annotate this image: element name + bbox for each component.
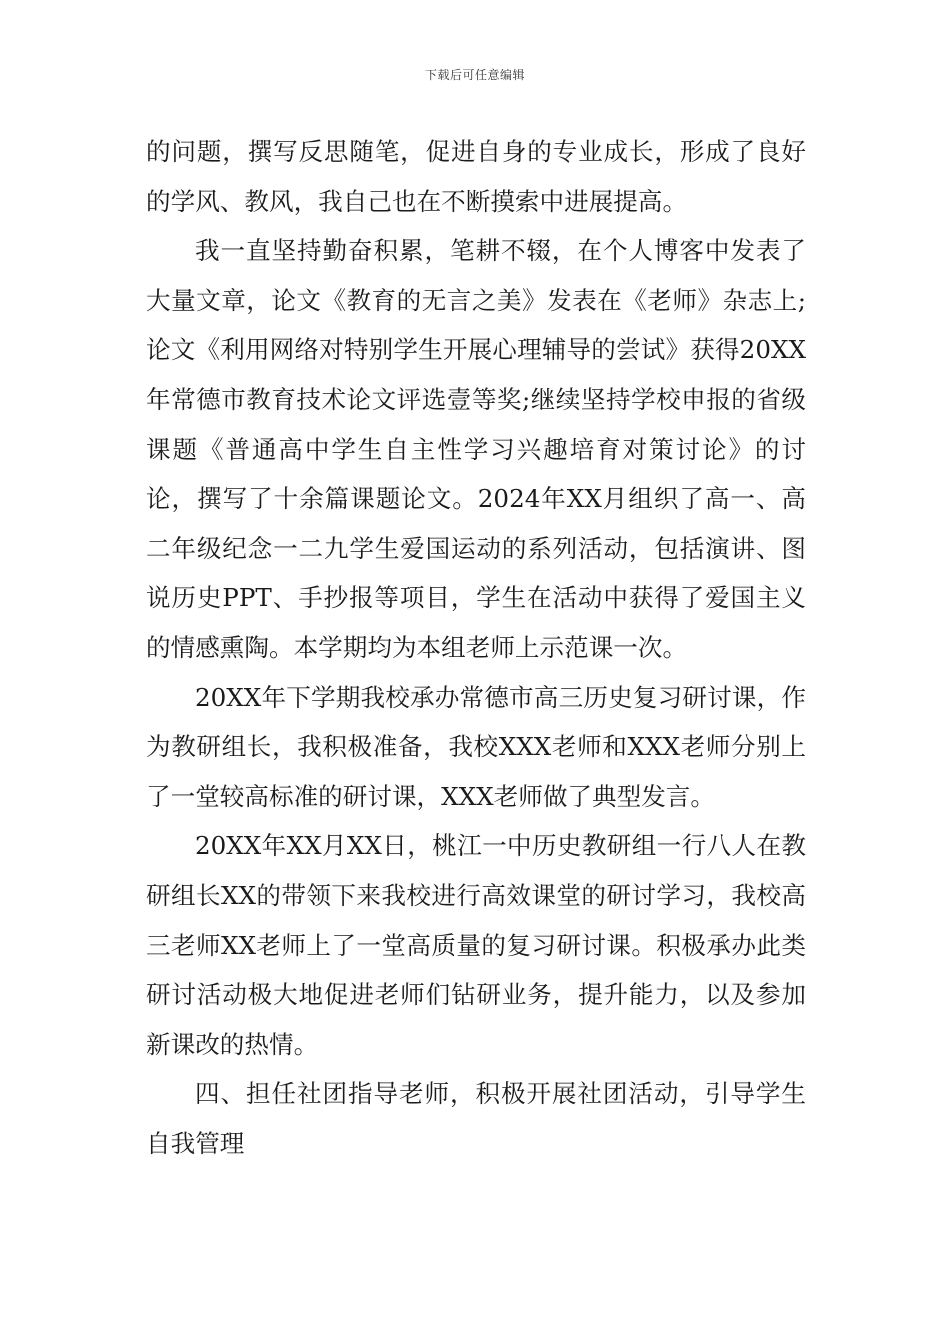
header-note: 下载后可任意编辑 <box>424 68 525 82</box>
paragraph-continuation: 的问题，撰写反思随笔，促进自身的专业成长，形成了良好的学风、教风，我自己也在不断摸索中进展提高。 <box>146 137 806 216</box>
paragraph-visit-exchange: 20XX年XX月XX日，桃江一中历史教研组一行八人在教研组长XX的带领下来我校进行高效课堂的研讨学习，我校高三老师XX老师上了一堂高质量的复习研讨课。积极承办此类研讨活动极大地促进老师们钻研业务，提升能力，以及参加新课改的热情。 <box>146 831 806 1059</box>
paragraph-publications: 我一直坚持勤奋积累，笔耕不辍，在个人博客中发表了大量文章，论文《教育的无言之美》发表在《老师》杂志上;论文《利用网络对特别学生开展心理辅导的尝试》获得20XX年常德市教育技术论文评选壹等奖;继续坚持学校申报的省级课题《普通高中学生自主性学习兴趣培育对策讨论》的讨论，撰写了十余篇课题论文。2024年XX月组织了高一、高二年级纪念一二九学生爱国运动的系列活动，包括演讲、图说历史PPT、手抄报等项目，学生在活动中获得了爱国主义的情感熏陶。本学期均为本组老师上示范课一次。 <box>146 236 806 662</box>
paragraph-seminar-hosting: 20XX年下学期我校承办常德市高三历史复习研讨课，作为教研组长，我积极准备，我校XXX老师和XXX老师分别上了一堂较高标准的研讨课，XXX老师做了典型发言。 <box>146 682 806 811</box>
section-heading-club-advisor: 四、担任社团指导老师，积极开展社团活动，引导学生自我管理 <box>146 1079 806 1158</box>
document-body <box>146 127 806 1168</box>
